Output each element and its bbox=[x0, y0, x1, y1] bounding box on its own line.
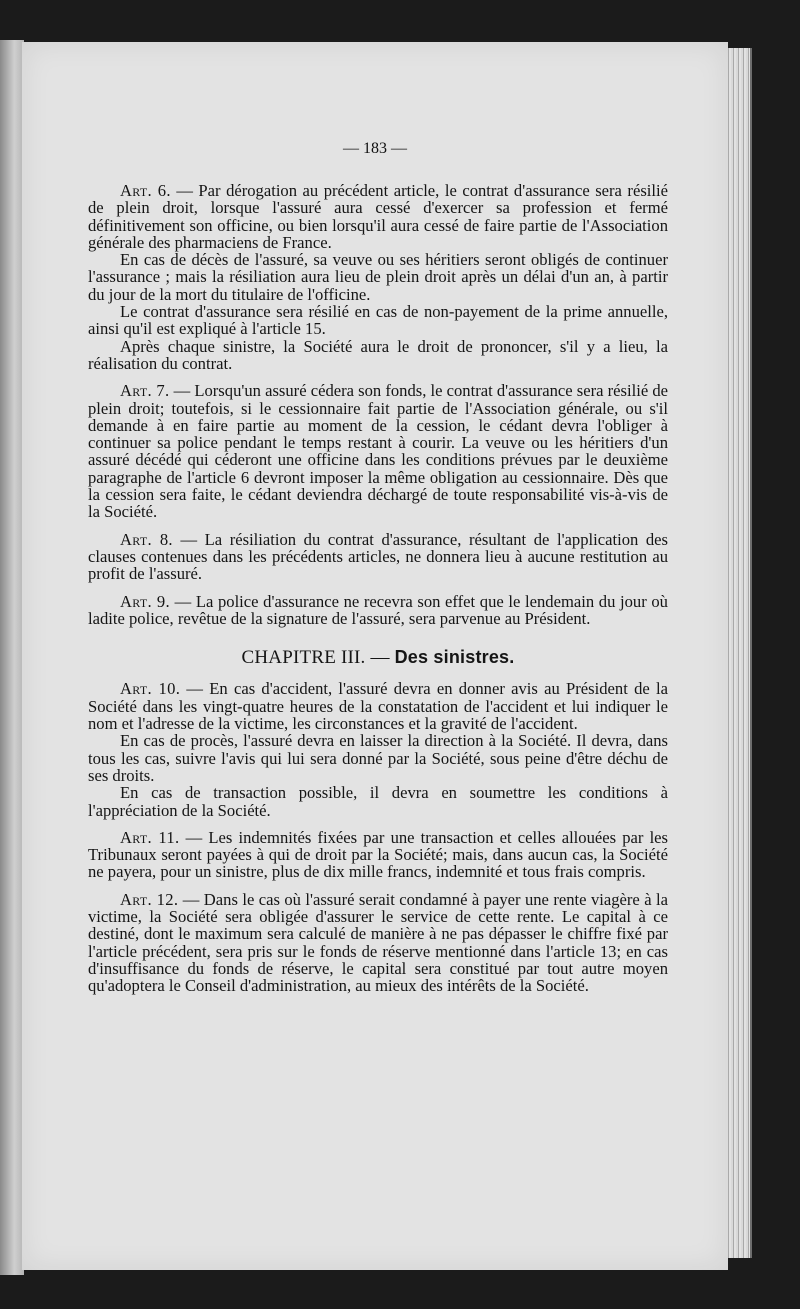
article-text: En cas de décès de l'assuré, sa veuve ou ses héritiers seront obligés de continuer l'assurance ; mais la résiliation aura lieu de plein droit après un délai d'un an, à partir du jour de la mort du titulaire de l'officine. bbox=[88, 250, 668, 304]
article-text: — La police d'assurance ne recevra son effet que le lendemain du jour où ladite police, revêtue de la signature de l'assuré, sera parvenue au Président. bbox=[88, 591, 668, 628]
page-number: — 183 — bbox=[343, 140, 407, 157]
article-text: — Les indemnités fixées par une transaction et celles allouées par les Tribunaux seront payées à qui de droit par la Société; mais, dans aucun cas, la Société ne payera, pour un sinistre, plus de dix mille francs, indemnité et tous frais compris. bbox=[88, 827, 669, 882]
page-stack-edge bbox=[726, 48, 752, 1258]
articles-section-1 bbox=[88, 182, 668, 627]
article-paragraph bbox=[88, 593, 668, 628]
article-continuation bbox=[88, 251, 668, 303]
left-page-edge bbox=[0, 40, 24, 1275]
book-page bbox=[22, 42, 728, 1270]
article-text: — Par dérogation au précédent article, le contrat d'assurance sera résilié de plein droit, lorsque l'assuré aura cessé d'exercer sa profession et fermé définitivement son officine, ou bien lorsqu'il aura cessé de faire partie de l'Association générale des pharmaciens de France. bbox=[88, 181, 668, 252]
article-continuation bbox=[88, 784, 668, 819]
article-label: Art. 6. bbox=[120, 181, 171, 200]
article-paragraph bbox=[88, 531, 668, 583]
article-paragraph bbox=[88, 829, 668, 881]
article-text: — Dans le cas où l'assuré serait condamné à payer une rente viagère à la victime, la Société sera obligée d'assurer le service de cette rente. Le capital à ce destiné, dont le maximum sera calculé de manière à ne pas dépasser le chiffre fixé par l'article précédent, sera pris sur le fonds de réserve mentionné dans l'article 13; en cas d'insuffisance du fonds de réserve, le capital sera constitué par tout autre moyen qu'adoptera le Conseil d'administration, au mieux des intérêts de la Société. bbox=[88, 889, 668, 996]
article-text: En cas de procès, l'assuré devra en laisser la direction à la Société. Il devra, dans tous les cas, suivre l'avis qui lui sera donné par la Société, sous peine d'être déchu de ses droits. bbox=[88, 731, 668, 785]
article-text: Après chaque sinistre, la Société aura le droit de prononcer, s'il y a lieu, la réalisation du contrat. bbox=[88, 336, 668, 373]
article-label: Art. 12. bbox=[120, 889, 179, 909]
article-text: — Lorsqu'un assuré cédera son fonds, le contrat d'assurance sera résilié de plein droit; toutefois, si le cessionnaire fait partie de l'Association générale, ou s'il demande à en faire partie au moment de la cession, le cédant devra l'obliger à continuer sa police pendant le temps restant à courir. La veuve ou les héritiers d'un assuré décédé qui céderont une officine dans les conditions prévues par le deuxième paragraphe de l'article 6 devront imposer la même obligation au cessionnaire. Dès que la cession sera faite, le cédant deviendra déchargé de toute responsabilité vis-à-vis de la Société. bbox=[88, 381, 669, 522]
article-text: Le contrat d'assurance sera résilié en cas de non-payement de la prime annuelle, ainsi qu'il est expliqué à l'article 15. bbox=[88, 302, 668, 339]
article-continuation bbox=[88, 303, 668, 338]
article-continuation bbox=[88, 732, 668, 784]
article-continuation bbox=[88, 338, 668, 373]
article-paragraph bbox=[88, 182, 668, 251]
article-paragraph bbox=[88, 891, 668, 995]
article-label: Art. 7. bbox=[120, 381, 170, 401]
article-text: — La résiliation du contrat d'assurance, résultant de l'application des clauses contenues dans les précédents articles, ne donnera lieu à aucune restitution au profit de l'assuré. bbox=[88, 529, 668, 584]
article-label: Art. 9. bbox=[120, 591, 170, 611]
article-paragraph bbox=[88, 680, 668, 732]
page-text bbox=[88, 182, 668, 994]
article-label: Art. 11. bbox=[120, 827, 180, 847]
article-label: Art. 10. bbox=[120, 679, 181, 699]
article-text: En cas de transaction possible, il devra en soumettre les conditions à l'appréciation de la Société. bbox=[88, 783, 668, 820]
chapter-number: CHAPITRE III. — bbox=[241, 647, 390, 669]
chapter-subtitle: Des sinistres. bbox=[394, 647, 515, 668]
chapter-heading bbox=[88, 647, 668, 669]
article-label: Art. 8. bbox=[120, 529, 173, 549]
article-text: — En cas d'accident, l'assuré devra en donner avis au Président de la Société dans les vingt-quatre heures de la constatation de l'accident et lui indiquer le nom et l'adresse de la victime, les circonstances et la gravité de l'accident. bbox=[88, 679, 668, 734]
articles-section-2 bbox=[88, 680, 668, 994]
article-paragraph bbox=[88, 382, 668, 520]
